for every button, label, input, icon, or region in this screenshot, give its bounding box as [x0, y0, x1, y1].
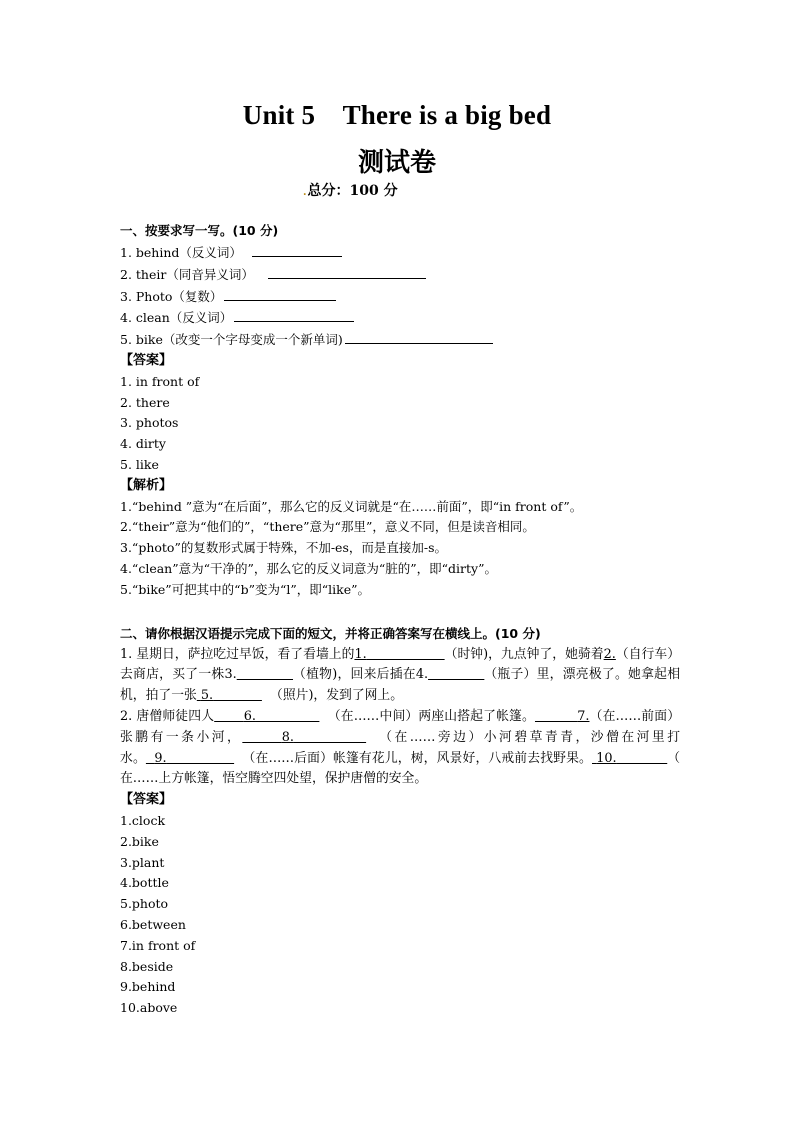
answer-blank	[345, 329, 493, 344]
blank-number: 1.	[354, 646, 367, 662]
analysis-item: 5.“bike”可把其中的“b”变为“l”，即“like”。	[120, 581, 370, 597]
passage-text: （在……中间）两座山搭起了帐篷。	[327, 708, 535, 724]
blank-number: 8.	[281, 729, 294, 745]
question-5	[120, 329, 680, 351]
question-1	[120, 242, 680, 264]
question-text: 1. behind（反义词）	[120, 245, 242, 260]
passage-text: （自行车）去商店，买了一株	[120, 646, 681, 683]
blank-3: 3.	[224, 667, 237, 683]
page-subtitle: 测试卷	[357, 148, 436, 178]
answer-label: 【答案】	[120, 792, 173, 808]
answer-item: 2.bike	[120, 833, 159, 849]
answer-item: 9.behind	[120, 979, 176, 995]
analysis-item: 2.“their”意为“他们的”，“there”意为“那里”，意义不同，但是读音相同。	[120, 519, 535, 535]
answer-blank	[252, 242, 342, 257]
answer-item: 4.bottle	[120, 875, 169, 891]
answer-item: 4. dirty	[120, 436, 166, 452]
answer-item: 3. photos	[120, 415, 179, 431]
section1-heading: 一、按要求写一写。(10 分)	[120, 223, 279, 238]
passage-text: （在……旁边）小河碧草青青，沙僧在河里打水。	[120, 729, 681, 766]
answer-item: 3.plant	[120, 854, 165, 870]
passage-text: 1. 星期日，萨拉吃过早饭，看了看墙上的	[120, 646, 355, 662]
blank-number: 6.	[243, 708, 256, 724]
total-score-text: 总分：100 分	[307, 183, 398, 199]
answer-item: 5. like	[120, 456, 159, 472]
passage-text: （在……后面）帐篷有花儿，树，风景好，八戒前去找野果。	[242, 750, 592, 766]
analysis-label: 【解析】	[120, 477, 173, 493]
answer-item: 1. in front of	[120, 373, 200, 389]
spacer	[120, 601, 680, 623]
blank-number: 5.	[200, 688, 214, 704]
passage-1	[120, 645, 680, 707]
blank-6	[214, 709, 319, 724]
answer-blank	[224, 286, 336, 301]
passage-text: （在……前面）张鹏有一条小河，	[120, 708, 680, 745]
blank-4-line	[428, 667, 484, 682]
blank-4: 4.	[415, 667, 429, 683]
blank-1	[354, 647, 444, 662]
passage-text: （瓶子）里，漂亮极了。她拿起相机，拍了一张	[120, 667, 681, 704]
question-text: 4. clean（反义词）	[120, 310, 233, 326]
content	[120, 220, 680, 1019]
analysis-item: 1.“behind ”意为“在后面”，那么它的反义词就是“在……前面”，即“in front of”。	[120, 498, 583, 514]
question-text: 5. bike（改变一个字母变成一个新单词)	[120, 332, 343, 348]
blank-7	[535, 709, 589, 724]
blank-2: 2.	[603, 646, 616, 662]
analysis-item: 3.“photo”的复数形式属于特殊，不加-es，而是直接加-s。	[120, 540, 448, 556]
answer-item: 7.in front of	[120, 937, 196, 953]
passage-text: （时钟)，九点钟了，她骑着	[444, 646, 604, 662]
answer-item: 5.photo	[120, 896, 169, 912]
answer-item: 1.clock	[120, 812, 166, 828]
blank-10	[592, 751, 667, 766]
page-title: Unit 5 There is a big bed	[242, 100, 552, 130]
question-3	[120, 286, 680, 308]
answer-blank	[234, 307, 354, 322]
passage-text: 2. 唐僧师徒四人	[120, 708, 215, 724]
answer-item: 2. there	[120, 394, 170, 410]
blank-5	[197, 688, 262, 703]
question-4	[120, 307, 680, 329]
passage-text: （ 在……上方帐篷，悟空腾空四处望，保护唐僧的安全。	[120, 750, 681, 787]
blank-3-line	[237, 667, 293, 682]
question-2	[120, 264, 680, 286]
analysis-item: 4.“clean”意为“干净的”，那么它的反义词意为“脏的”，即“dirty”。	[120, 560, 498, 576]
question-text: 3. Photo（复数）	[120, 288, 223, 304]
answer-blank	[268, 264, 426, 279]
blank-number: 9.	[154, 750, 167, 766]
answer-item: 10.above	[120, 1000, 178, 1016]
section2-heading: 二、请你根据汉语提示完成下面的短文，并将正确答案写在横线上。(10 分)	[120, 625, 541, 641]
passage-text: （照片)，发到了网上。	[270, 688, 404, 704]
dot-mark: .	[303, 187, 307, 198]
answer-item: 8.beside	[120, 958, 174, 974]
blank-number: 10.	[596, 750, 617, 766]
answer-label: 【答案】	[120, 352, 173, 368]
blank-8	[242, 730, 366, 745]
total-score	[303, 180, 398, 200]
passage-text: （植物)，回来后插在	[293, 667, 416, 683]
answer-item: 6.between	[120, 916, 186, 932]
passage-2	[120, 707, 680, 790]
blank-9	[146, 751, 234, 766]
question-text: 2. their（同音异义词）	[120, 266, 254, 282]
blank-number: 7.	[577, 708, 590, 724]
